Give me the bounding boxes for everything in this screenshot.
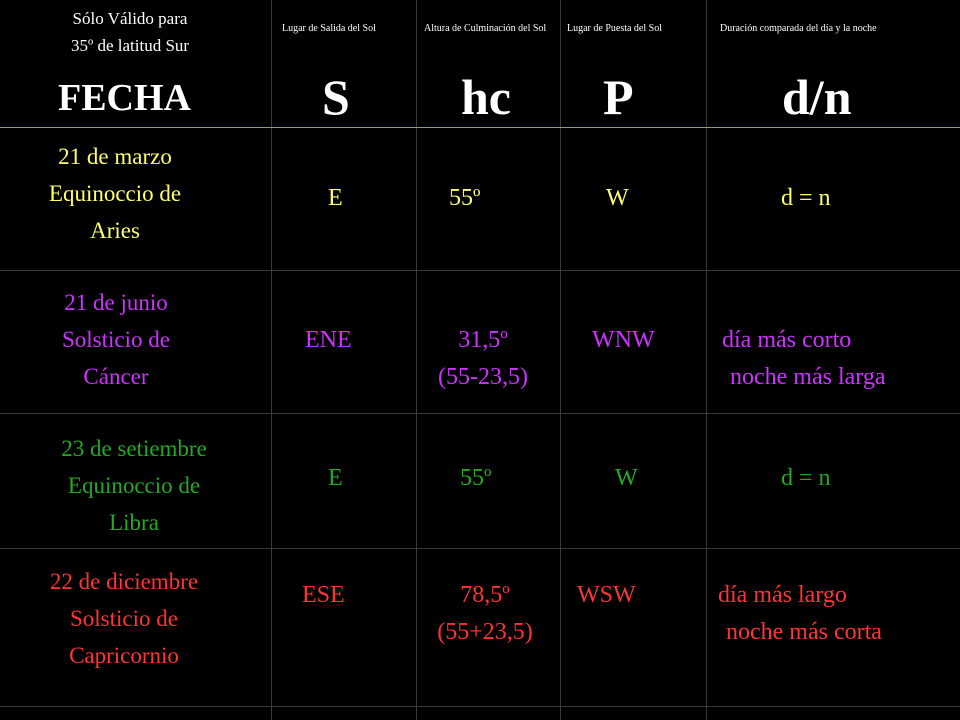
row-day-night-line: día más corto [722, 327, 852, 353]
symbol-dn: d/n [782, 69, 852, 125]
column-divider [706, 0, 707, 720]
row-divider [0, 706, 960, 707]
row-day-night: d = n [781, 185, 831, 211]
symbol-p: P [603, 69, 634, 125]
row-date-line: Cáncer [83, 364, 149, 389]
row-day-night-line: noche más larga [730, 364, 886, 390]
row-date [0, 138, 245, 249]
row-culmination: 55º [460, 465, 492, 491]
latitude-note-line1: Sólo Válido para [72, 9, 188, 28]
row-date-line: 23 de setiembre [61, 436, 207, 461]
row-date [4, 430, 264, 541]
latitude-note-line2: 35º de latitud Sur [70, 36, 190, 55]
row-date-line: Equinoccio de [48, 181, 182, 206]
row-date-line: 21 de marzo [58, 144, 172, 169]
row-date-line: Solsticio de [62, 327, 170, 352]
latitude-note [30, 5, 230, 59]
row-culmination [400, 577, 570, 651]
row-sunrise: E [328, 465, 343, 491]
row-day-night [718, 577, 882, 651]
symbol-s: S [322, 69, 350, 125]
row-sunset: W [606, 185, 629, 211]
row-date-line: Solsticio de [70, 606, 178, 631]
date-heading: FECHA [58, 77, 191, 119]
symbol-hc: hc [461, 69, 511, 125]
row-culmination [398, 322, 568, 396]
row-date-line: Libra [109, 510, 159, 535]
row-divider [0, 413, 960, 414]
column-title-dn: Duración comparada del día y la noche [720, 23, 877, 34]
header-divider [0, 127, 960, 128]
row-divider [0, 270, 960, 271]
row-sunset: WSW [577, 582, 636, 608]
row-sunrise: E [328, 185, 343, 211]
row-date-line: Capricornio [69, 643, 179, 668]
row-sunset: W [615, 465, 638, 491]
row-culmination-line: (55-23,5) [438, 364, 528, 390]
row-sunset: WNW [592, 327, 655, 353]
row-day-night: d = n [781, 465, 831, 491]
row-sunrise: ESE [302, 582, 345, 608]
row-date-line: 22 de diciembre [49, 569, 199, 594]
row-culmination: 55º [449, 185, 481, 211]
row-date [0, 563, 254, 674]
column-title-s: Lugar de Salida del Sol [282, 23, 376, 34]
column-title-p: Lugar de Puesta del Sol [567, 23, 662, 34]
row-day-night-line: día más largo [718, 582, 847, 608]
row-sunrise: ENE [305, 327, 352, 353]
row-culmination-line: 31,5º [458, 327, 508, 353]
row-divider [0, 548, 960, 549]
column-divider [271, 0, 272, 720]
row-date-line: Equinoccio de [67, 473, 201, 498]
row-culmination-line: 78,5º [460, 582, 510, 608]
row-day-night [722, 322, 886, 396]
row-date-line: 21 de junio [64, 290, 168, 315]
row-culmination-line: (55+23,5) [437, 619, 533, 645]
row-day-night-line: noche más corta [726, 619, 882, 645]
row-date [0, 284, 246, 395]
row-date-line: Aries [90, 218, 140, 243]
column-title-hc: Altura de Culminación del Sol [424, 23, 547, 34]
